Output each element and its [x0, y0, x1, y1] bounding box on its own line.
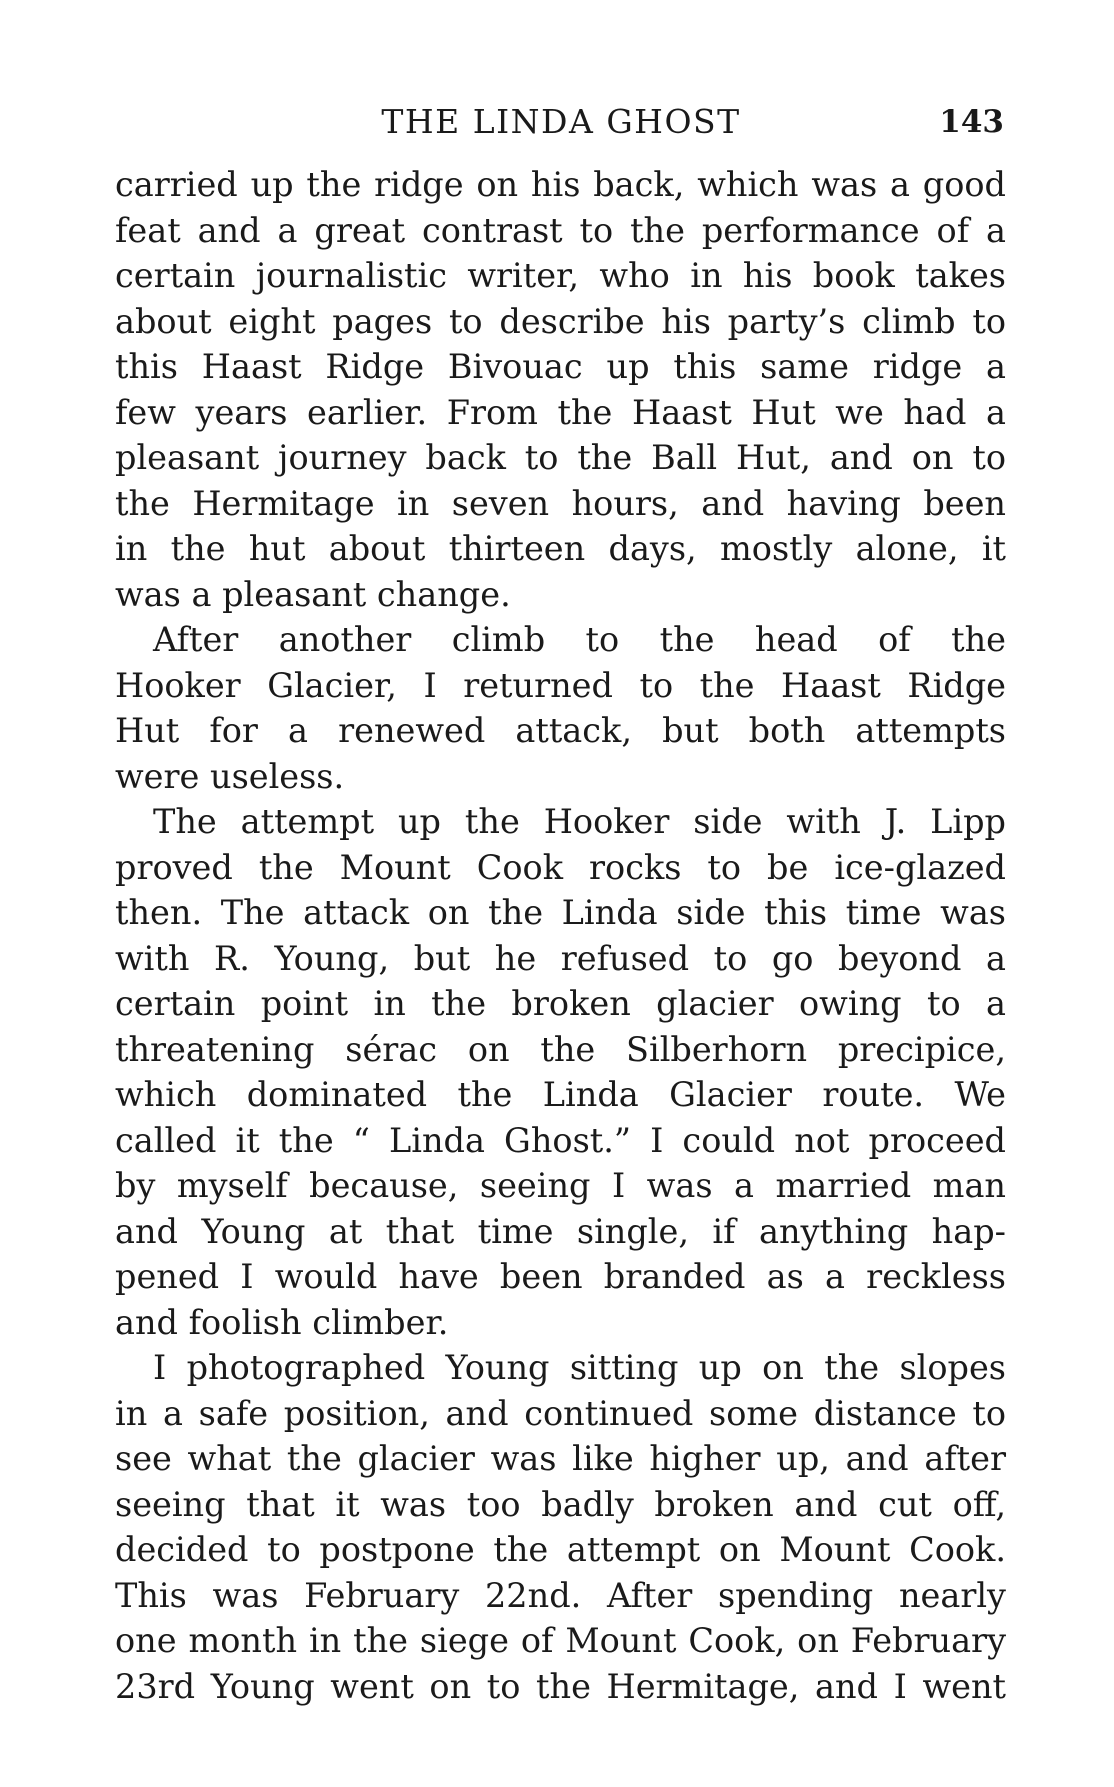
body-text — [115, 162, 1006, 1709]
text-line: were useless. — [115, 756, 345, 796]
chapter-title: THE LINDA GHOST — [381, 102, 741, 141]
text-line: pleasant journey back to the Ball Hut, and on to — [115, 438, 1006, 477]
paragraph — [115, 162, 1006, 617]
paragraph — [115, 799, 1006, 1345]
text-line: by myself because, seeing I was a married man — [115, 1166, 1006, 1205]
text-line: one month in the siege of Mount Cook, on February — [115, 1621, 1006, 1660]
text-line: threatening sérac on the Silberhorn precipice, — [115, 1029, 1006, 1069]
text-line: which dominated the Linda Glacier route. We — [115, 1075, 1006, 1114]
text-line: in the hut about thirteen days, mostly alone, it — [115, 529, 1006, 568]
page-number: 143 — [939, 104, 1004, 140]
text-line: this Haast Ridge Bivouac up this same ridge a — [115, 347, 1006, 386]
text-line: proved the Mount Cook rocks to be ice-glazed — [115, 847, 1006, 887]
text-line: and Young at that time single, if anything hap- — [115, 1211, 1006, 1251]
text-line: few years earlier. From the Haast Hut we had a — [115, 392, 1006, 432]
text-line: and foolish climber. — [115, 1302, 449, 1342]
text-line: Hooker Glacier, I returned to the Haast Ridge — [115, 665, 1006, 705]
text-line: with R. Young, but he refused to go beyond a — [115, 938, 1006, 978]
running-head — [118, 100, 1004, 144]
text-line: then. The attack on the Linda side this time was — [115, 893, 1006, 932]
text-line: was a pleasant change. — [115, 574, 511, 614]
text-line: in a safe position, and continued some distance to — [115, 1393, 1006, 1433]
text-line: about eight pages to describe his party’s climb to — [115, 301, 1006, 341]
text-line: carried up the ridge on his back, which was a good — [115, 165, 1006, 204]
paragraph — [115, 1345, 1006, 1709]
text-line: certain point in the broken glacier owing to a — [115, 984, 1006, 1023]
paragraph — [115, 617, 1006, 799]
text-line: pened I would have been branded as a reckless — [115, 1257, 1006, 1296]
text-line: see what the glacier was like higher up, and after — [115, 1439, 1006, 1478]
text-line: After another climb to the head of the — [153, 620, 1006, 659]
text-line: decided to postpone the attempt on Mount Cook. — [115, 1530, 1006, 1569]
text-line: Hut for a renewed attack, but both attempts — [115, 711, 1006, 750]
text-line: I photographed Young sitting up on the slopes — [153, 1348, 1006, 1387]
text-line: The attempt up the Hooker side with J. Lipp — [153, 802, 1006, 841]
text-line: the Hermitage in seven hours, and having been — [115, 483, 1006, 523]
text-line: seeing that it was too badly broken and cut off, — [115, 1484, 1006, 1524]
text-line: certain journalistic writer, who in his book takes — [115, 256, 1006, 295]
text-line: feat and a great contrast to the performance of a — [115, 210, 1006, 250]
text-line: 23rd Young went on to the Hermitage, and I went — [115, 1666, 1006, 1706]
text-line: called it the “ Linda Ghost.” I could not proceed — [115, 1120, 1006, 1160]
text-line: This was February 22nd. After spending nearly — [115, 1575, 1006, 1615]
